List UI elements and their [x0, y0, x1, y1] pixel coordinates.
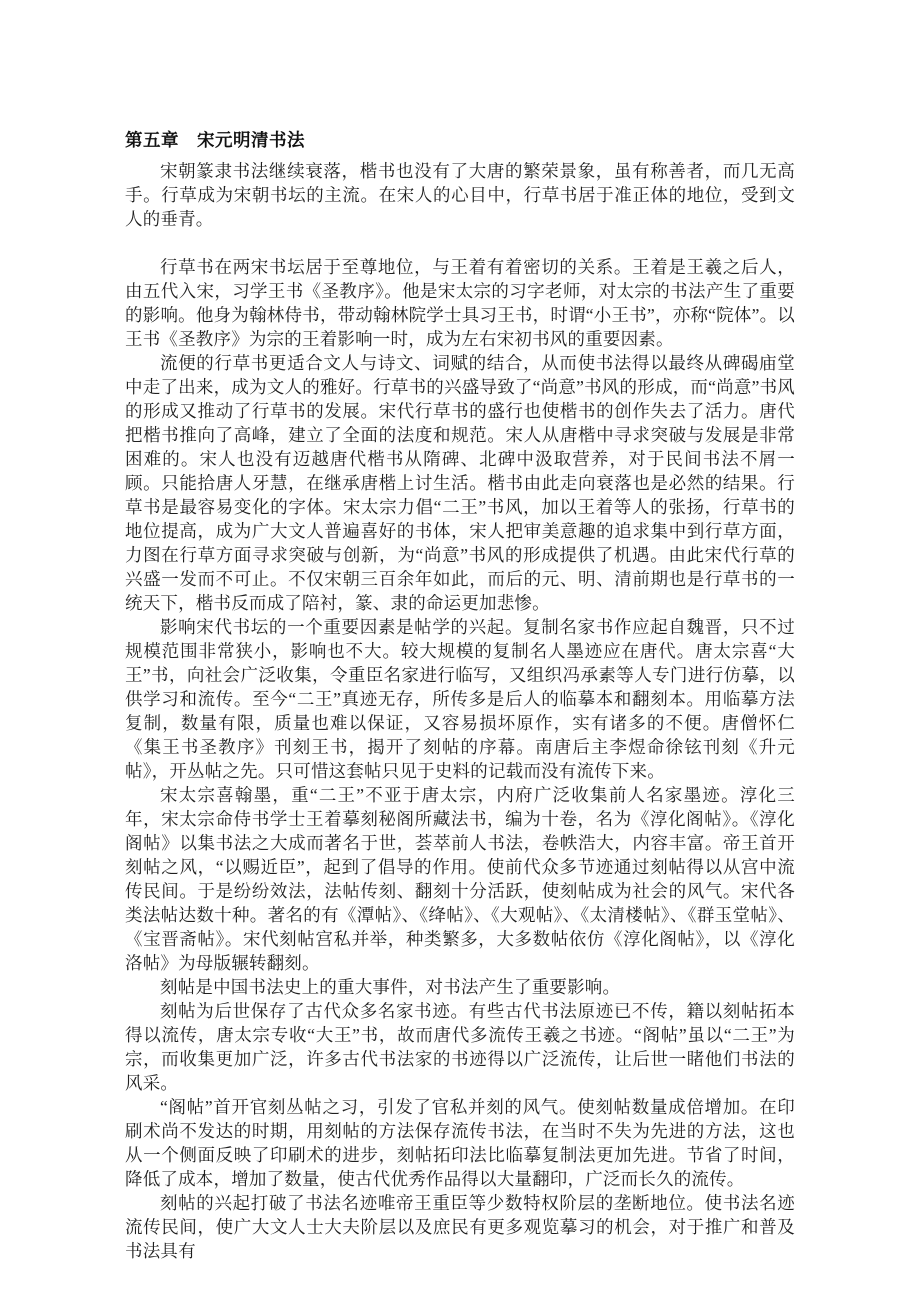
paragraph-7: 刻帖为后世保存了古代众多名家书迹。有些古代书法原迹已不传，籍以刻帖拓本得以流传，唐太宗专收“大王”书，故而唐代多流传王羲之书迹。“阁帖”虽以“二王”为宗，而收集更加广泛，许多古代书法家的书迹得以广泛流传，让后世一睹他们书法的风采。 — [125, 1001, 795, 1093]
blank-line — [125, 231, 795, 255]
paragraph-4: 影响宋代书坛的一个重要因素是帖学的兴起。复制名家书作应起自魏晋，只不过规模范围非常狭小，影响也不大。较大规模的复制名人墨迹应在唐代。唐太宗喜“大王”书，向社会广泛收集，令重臣名家进行临写，又组织冯承素等人专门进行仿摹，以供学习和流传。至今“二王”真迹无存，所传多是后人的临摹本和翻刻本。用临摹方法复制，数量有限，质量也难以保证，又容易损坏原作，实有诸多的不便。唐僧怀仁《集王书圣教序》刊刻王书，揭开了刻帖的序幕。南唐后主李煜命徐铉刊刻《升元帖》，开丛帖之先。只可惜这套帖只见于史料的记载而没有流传下来。 — [125, 617, 795, 781]
paragraph-5: 宋太宗喜翰墨，重“二王”不亚于唐太宗，内府广泛收集前人名家墨迹。淳化三年，宋太宗命侍书学士王着摹刻秘阁所藏法书，编为十卷，名为《淳化阁帖》。《淳化阁帖》以集书法之大成而著名于世，荟萃前人书法，卷帙浩大，内容丰富。帝王首开刻帖之风，“以赐近臣”，起到了倡导的作用。使前代众多节迹通过刻帖得以从宫中流传民间。于是纷纷效法，法帖传刻、翻刻十分活跃，使刻帖成为社会的风气。宋代各类法帖达数十种。著名的有《潭帖》、《绛帖》、《大观帖》、《太清楼帖》、《群玉堂帖》、《宝晋斋帖》。宋代刻帖宫私并举，种类繁多，大多数帖依仿《淳化阁帖》，以《淳化洛帖》为母版辗转翻刻。 — [125, 785, 795, 973]
paragraph-2: 行草书在两宋书坛居于至尊地位，与王着有着密切的关系。王着是王羲之后人，由五代入宋，习学王书《圣教序》。他是宋太宗的习字老师，对太宗的书法产生了重要的影响。他身为翰林侍书，带动翰林院学士具习王书，时谓“小王书”，亦称“院体”。以王书《圣教序》为宗的王着影响一时，成为左右宋初书风的重要因素。 — [125, 257, 795, 349]
paragraph-6: 刻帖是中国书法史上的重大事件，对书法产生了重要影响。 — [160, 977, 621, 997]
paragraph-1: 宋朝篆隶书法继续衰落，楷书也没有了大唐的繁荣景象，虽有称善者，而几无高手。行草成为宋朝书坛的主流。在宋人的心目中，行草书居于准正体的地位，受到文人的垂青。 — [125, 161, 795, 229]
paragraph-9: 刻帖的兴起打破了书法名迹唯帝王重臣等少数特权阶层的垄断地位。使书法名迹流传民间，使广大文人士大夫阶层以及庶民有更多观览摹习的机会，对于推广和普及书法具有 — [125, 1193, 795, 1261]
paragraph-3: 流便的行草书更适合文人与诗文、词赋的结合，从而使书法得以最终从碑碣庙堂中走了出来，成为文人的雅好。行草书的兴盛导致了“尚意”书风的形成，而“尚意”书风的形成又推动了行草书的发展。宋代行草书的盛行也使楷书的创作失去了活力。唐代把楷书推向了高峰，建立了全面的法度和规范。宋人从唐楷中寻求突破与发展是非常困难的。宋人也没有迈越唐代楷书从隋碑、北碑中汲取营养，对于民间书法不屑一顾。只能拾唐人牙慧，在继承唐楷上讨生活。楷书由此走向衰落也是必然的结果。行草书是最容易变化的字体。宋太宗力倡“二王”书风，加以王着等人的张扬，行草书的地位提高，成为广大文人普遍喜好的书体，宋人把审美意趣的追求集中到行草方面，力图在行草方面寻求突破与创新，为“尚意”书风的形成提供了机遇。由此宋代行草的兴盛一发而不可止。不仅宋朝三百余年如此，而后的元、明、清前期也是行草书的一统天下，楷书反而成了陪衬，篆、隶的命运更加悲惨。 — [125, 353, 795, 613]
paragraph-8: “阁帖”首开官刻丛帖之习，引发了官私并刻的风气。使刻帖数量成倍增加。在印刷术尚不发达的时期，用刻帖的方法保存流传书法，在当时不失为先进的方法，这也从一个侧面反映了印刷术的进步，刻帖拓印法比临摹复制法更加先进。节省了时间，降低了成本，增加了数量，使古代优秀作品得以大量翻印，广泛而长久的流传。 — [125, 1097, 795, 1189]
chapter-title: 第五章 宋元明清书法 — [125, 130, 305, 150]
